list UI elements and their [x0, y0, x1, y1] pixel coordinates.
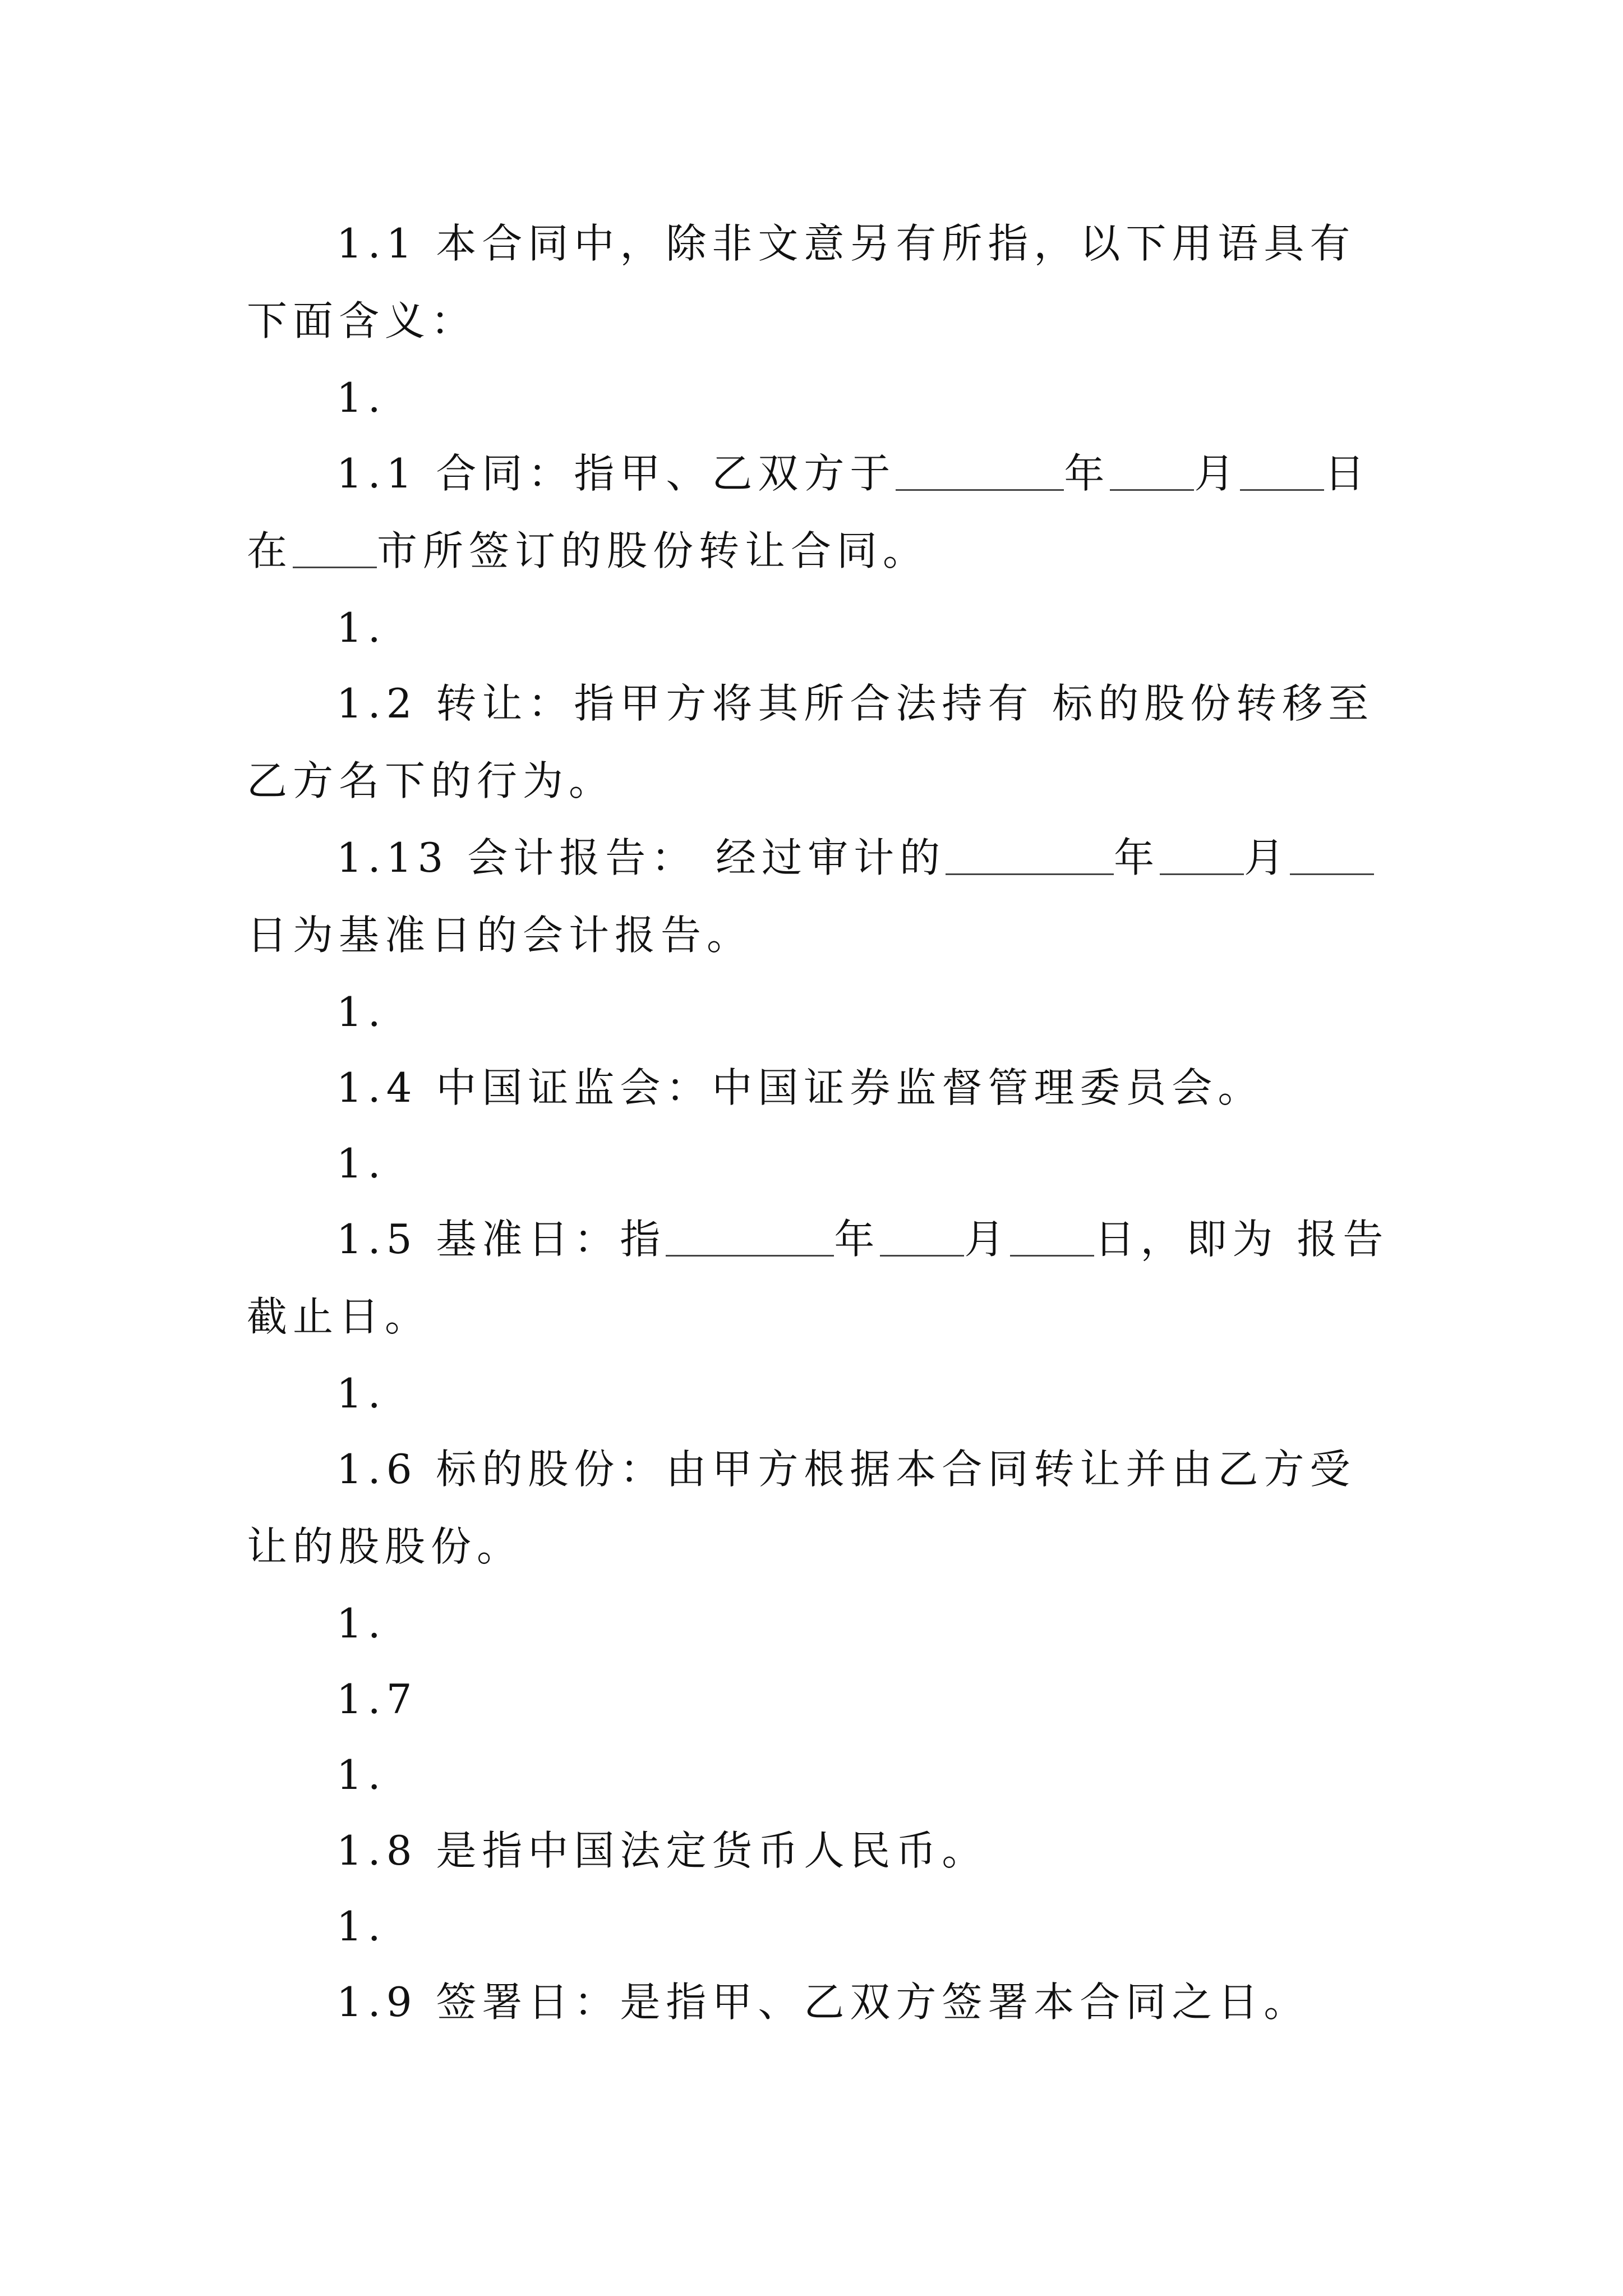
clause-number: 1.: [336, 1600, 386, 1647]
clause-text: 1.13 会计报告： 经过审计的: [336, 834, 946, 881]
clause-contract: [247, 435, 1391, 590]
blank-line: [1010, 1216, 1094, 1257]
clause-text: 年: [1114, 834, 1160, 881]
clause-number: 1.: [336, 1751, 386, 1798]
clause-number: 1.7: [336, 1676, 418, 1723]
blank-line: [880, 1216, 964, 1257]
clause-csrc: 1.4 中国证监会：中国证券监督管理委员会。: [336, 1064, 1264, 1111]
clause-accounting-report: [247, 819, 1391, 974]
blank-line: [946, 834, 1114, 875]
clause-number: 1.: [336, 604, 386, 651]
clause-text: 年: [1064, 450, 1110, 497]
clause-target-shares: 1.6 标的股份：由甲方根据本合同转让并由乙方受让的股股份。: [247, 1446, 1356, 1570]
clause-text: 1.1 合同：指甲、乙双方于: [336, 450, 896, 497]
clause-number: 1.: [336, 988, 386, 1036]
blank-line: [896, 450, 1064, 491]
clause-text: 1.5 基准日：指: [336, 1216, 666, 1263]
clause-text: 日为基准日的会计报告。: [247, 912, 753, 959]
clause-text: 年: [834, 1216, 880, 1263]
clause-signing-date: 1.9 签署日：是指甲、乙双方签署本合同之日。: [336, 1978, 1310, 2026]
clause-text: 月: [1244, 834, 1290, 881]
clause-text: 月: [964, 1216, 1011, 1263]
clause-number: 1.: [336, 1370, 386, 1417]
blank-line: [293, 527, 377, 568]
blank-line: [1160, 834, 1244, 875]
clause-number: 1.: [336, 1903, 386, 1950]
clause-transfer: 1.2 转让：指甲方将其所合法持有 标的股份转移至乙方名下的行为。: [247, 680, 1375, 804]
blank-line: [1290, 834, 1374, 875]
clause-text: 日，即为 报告截止日。: [247, 1216, 1389, 1340]
clause-text: 月: [1194, 450, 1241, 497]
clause-text: 市所签订的股份转让合同。: [377, 527, 929, 574]
clause-text: 日在: [247, 450, 1371, 574]
definition-intro: 1.1 本合同中，除非文意另有所指，以下用语具有下面含义：: [247, 220, 1356, 344]
blank-line: [1110, 450, 1194, 491]
blank-line: [666, 1216, 834, 1257]
clause-number: 1.: [336, 1140, 386, 1187]
clause-currency: 1.8 是指中国法定货币人民币。: [336, 1827, 988, 1874]
clause-number: 1.: [336, 374, 386, 421]
clause-base-date: [247, 1200, 1391, 1355]
blank-line: [1240, 450, 1324, 491]
